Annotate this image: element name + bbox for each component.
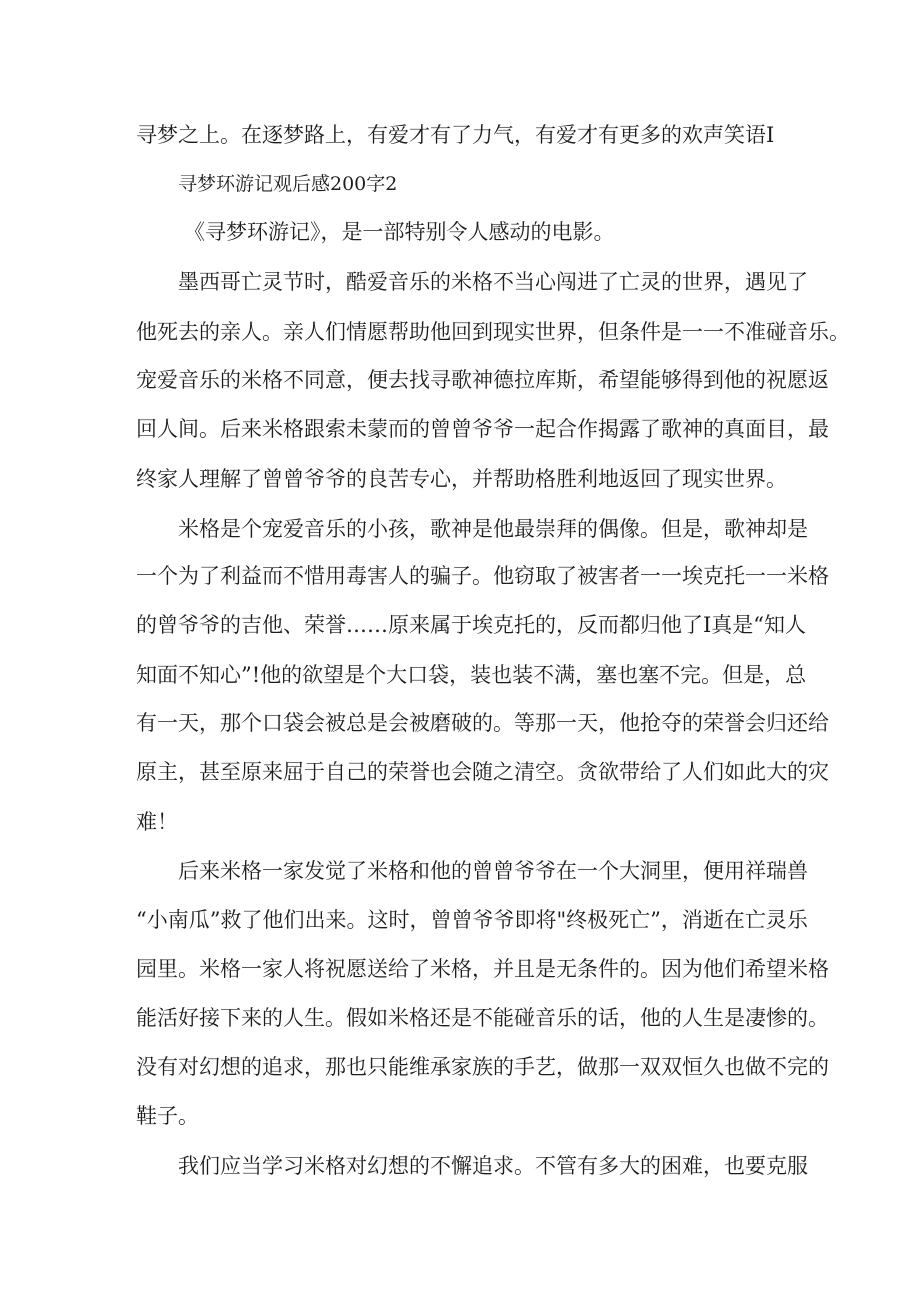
paragraph-line: 《寻梦环游记》，是一部特别令人感动的电影。: [184, 220, 615, 244]
paragraph-line: 终家人理解了曾曾爷爷的良苦专心，并帮助格胜利地返回了现实世界。: [136, 467, 787, 491]
paragraph-line: 没有对幻想的追求，那也只能维承家族的手艺，做那一双双恒久也做不完的: [136, 1055, 829, 1079]
paragraph-line: 能活好接下来的人生。假如米格还是不能碰音乐的话，他的人生是凄惨的。: [136, 1006, 829, 1030]
paragraph-line: 园里。米格一家人将祝愿送给了米格，并且是无条件的。因为他们希望米格: [136, 957, 829, 981]
paragraph-line: “小南瓜”救了他们出来。这时，曾曾爷爷即将"终极死亡”，消逝在亡灵乐: [136, 908, 808, 932]
paragraph-line: 的曾爷爷的吉他、荣誉……原来属于埃克托的，反而都归他了I真是“知人: [136, 613, 807, 637]
paragraph-line: 原主，甚至原来屈于自己的荣誉也会随之清空。贪欲带给了人们如此大的灾: [136, 760, 829, 784]
paragraph-line: 鞋子。: [136, 1104, 199, 1128]
paragraph-line: 有一天，那个口袋会被总是会被磨破的。等那一天，他抢夺的荣誉会归还给: [136, 711, 829, 735]
paragraph-line: 一个为了利益而不惜用毒害人的骗子。他窃取了被害者一一埃克托一一米格: [136, 564, 829, 588]
paragraph-line: 难！: [136, 810, 178, 834]
paragraph-line: 他死去的亲人。亲人们情愿帮助他回到现实世界，但条件是一一不准碰音乐。: [136, 320, 850, 344]
paragraph-line: 墨西哥亡灵节时，酷爱音乐的米格不当心闯进了亡灵的世界，遇见了: [178, 270, 808, 294]
paragraph-line: 回人间。后来米格跟索未蒙而的曾曾爷爷一起合作揭露了歌神的真面目，最: [136, 417, 829, 441]
paragraph-line: 后来米格一家发觉了米格和他的曾曾爷爷在一个大洞里，便用祥瑞兽: [178, 859, 808, 883]
paragraph-line: 我们应当学习米格对幻想的不懈追求。不管有多大的困难，也要克服: [178, 1154, 808, 1178]
paragraph-line: 寻梦之上。在逐梦路上，有爱才有了力气，有爱才有更多的欢声笑语I: [136, 123, 775, 147]
paragraph-line: 宠爱音乐的米格不同意，便去找寻歌神德拉库斯，希望能够得到他的祝愿返: [136, 368, 829, 392]
paragraph-line: 知面不知心”!他的欲望是个大口袋，装也装不满，塞也塞不完。但是，总: [136, 663, 807, 687]
section-heading: 寻梦环游记观后感200字2: [178, 173, 398, 195]
paragraph-line: 米格是个宠爱音乐的小孩，歌神是他最崇拜的偶像。但是，歌神却是: [178, 517, 808, 541]
